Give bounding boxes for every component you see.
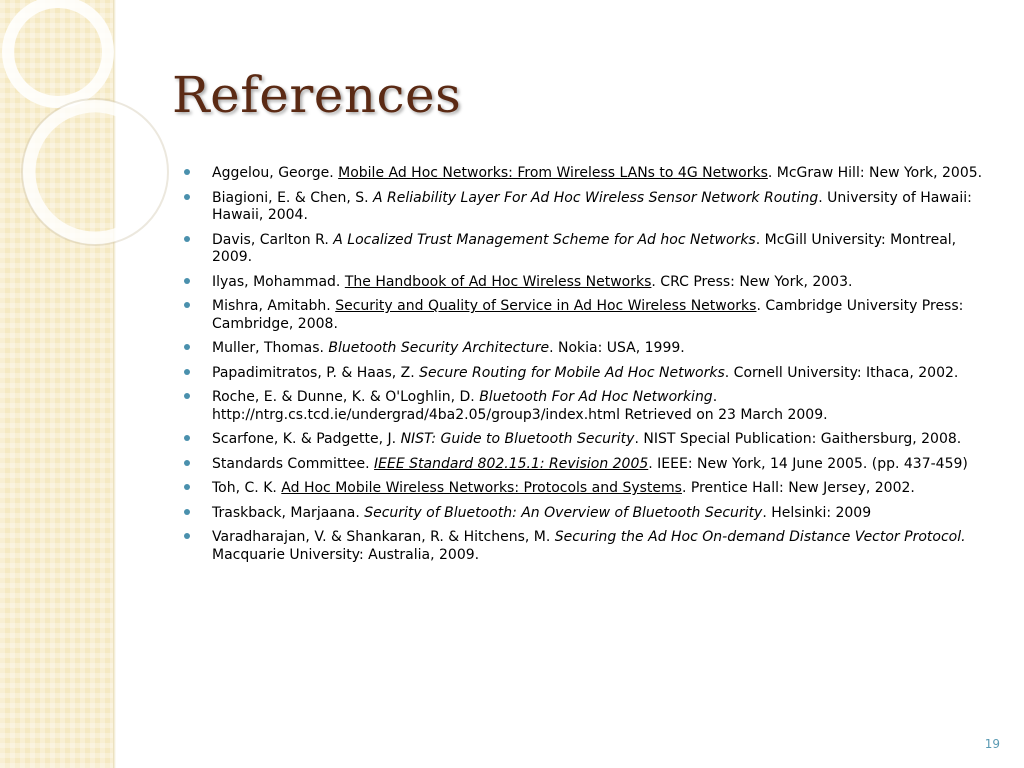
- reference-author: Ilyas, Mohammad.: [212, 273, 345, 290]
- bullet-icon: [184, 533, 190, 539]
- reference-publication: . Cambridge University Press: Cambridge, 2008.: [212, 298, 964, 332]
- bullet-icon: [184, 236, 190, 242]
- reference-author: Mishra, Amitabh.: [212, 298, 336, 314]
- reference-item: [184, 274, 984, 292]
- reference-item: [184, 389, 984, 424]
- reference-title: Security and Quality of Service in Ad Hoc Wireless Networks: [335, 298, 757, 314]
- reference-author: Standards Committee.: [212, 455, 375, 472]
- bullet-icon: [184, 435, 190, 441]
- reference-publication: . Prentice Hall: New Jersey, 2002.: [681, 480, 915, 496]
- lower-ring: [29, 106, 161, 238]
- reference-item: [184, 480, 984, 498]
- bullet-icon: [184, 302, 190, 308]
- reference-publication: . McGraw Hill: New York, 2005.: [767, 165, 983, 181]
- reference-publication: . Cornell University: Ithaca, 2002.: [724, 364, 959, 381]
- reference-author: Muller, Thomas.: [212, 340, 329, 356]
- reference-publication: . McGill University: Montreal, 2009.: [212, 231, 957, 265]
- lower-ring-shadow: [22, 99, 168, 245]
- reference-author: Varadharajan, V. & Shankaran, R. & Hitchens, M.: [212, 529, 555, 545]
- reference-title: A Localized Trust Management Scheme for Ad hoc Networks: [333, 231, 756, 248]
- reference-item: [184, 529, 984, 564]
- reference-publication: . Nokia: USA, 1999.: [549, 340, 685, 356]
- bullet-icon: [184, 393, 190, 399]
- reference-item: [184, 505, 984, 523]
- reference-item: [184, 340, 984, 358]
- reference-title: Secure Routing for Mobile Ad Hoc Networks: [419, 364, 725, 381]
- reference-item: [184, 431, 984, 449]
- reference-publication: . CRC Press: New York, 2003.: [651, 273, 853, 290]
- reference-author: Traskback, Marjaana.: [212, 504, 365, 521]
- reference-author: Toh, C. K.: [212, 480, 282, 496]
- reference-publication: . http://ntrg.cs.tcd.ie/undergrad/4ba2.05/group3/index.html Retrieved on 23 March 2009.: [212, 389, 828, 423]
- reference-list: [184, 165, 984, 571]
- reference-item: [184, 365, 984, 383]
- slide-title: References: [172, 66, 462, 124]
- bullet-icon: [184, 509, 190, 515]
- reference-item: [184, 232, 984, 267]
- reference-publication: Macquarie University: Australia, 2009.: [212, 546, 480, 563]
- reference-title: Ad Hoc Mobile Wireless Networks: Protocols and Systems: [281, 480, 682, 496]
- reference-item: [184, 456, 984, 474]
- reference-author: Papadimitratos, P. & Haas, Z.: [212, 364, 420, 381]
- reference-title: Bluetooth Security Architecture: [328, 340, 550, 356]
- reference-title: Mobile Ad Hoc Networks: From Wireless LANs to 4G Networks: [338, 165, 768, 181]
- reference-title: Securing the Ad Hoc On-demand Distance Vector Protocol.: [554, 529, 966, 545]
- reference-title: A Reliability Layer For Ad Hoc Wireless Sensor Network Routing: [373, 189, 819, 206]
- reference-item: [184, 165, 984, 183]
- reference-title: Security of Bluetooth: An Overview of Bluetooth Security: [364, 504, 763, 521]
- reference-author: Biagioni, E. & Chen, S.: [212, 189, 374, 206]
- reference-item: [184, 298, 984, 333]
- reference-publication: . University of Hawaii: Hawaii, 2004.: [212, 189, 972, 223]
- reference-author: Roche, E. & Dunne, K. & O'Loghlin, D.: [212, 389, 480, 405]
- upper-ring: [8, 2, 108, 102]
- decorative-rings: [0, 0, 140, 260]
- reference-author: Davis, Carlton R.: [212, 231, 334, 248]
- reference-title: Bluetooth For Ad Hoc Networking: [479, 389, 713, 405]
- bullet-icon: [184, 169, 190, 175]
- reference-publication: . Helsinki: 2009: [762, 504, 872, 521]
- page-number: 19: [984, 737, 1000, 751]
- bullet-icon: [184, 344, 190, 350]
- reference-item: [184, 190, 984, 225]
- reference-publication: . IEEE: New York, 14 June 2005. (pp. 437-459): [648, 455, 968, 472]
- bullet-icon: [184, 194, 190, 200]
- bullet-icon: [184, 460, 190, 466]
- reference-title: NIST: Guide to Bluetooth Security: [400, 431, 635, 447]
- bullet-icon: [184, 484, 190, 490]
- reference-title: The Handbook of Ad Hoc Wireless Networks: [344, 273, 652, 290]
- reference-author: Scarfone, K. & Padgette, J.: [212, 431, 401, 447]
- bullet-icon: [184, 278, 190, 284]
- reference-title: IEEE Standard 802.15.1: Revision 2005: [374, 455, 649, 472]
- bullet-icon: [184, 369, 190, 375]
- reference-author: Aggelou, George.: [212, 165, 339, 181]
- reference-publication: . NIST Special Publication: Gaithersburg, 2008.: [634, 431, 962, 447]
